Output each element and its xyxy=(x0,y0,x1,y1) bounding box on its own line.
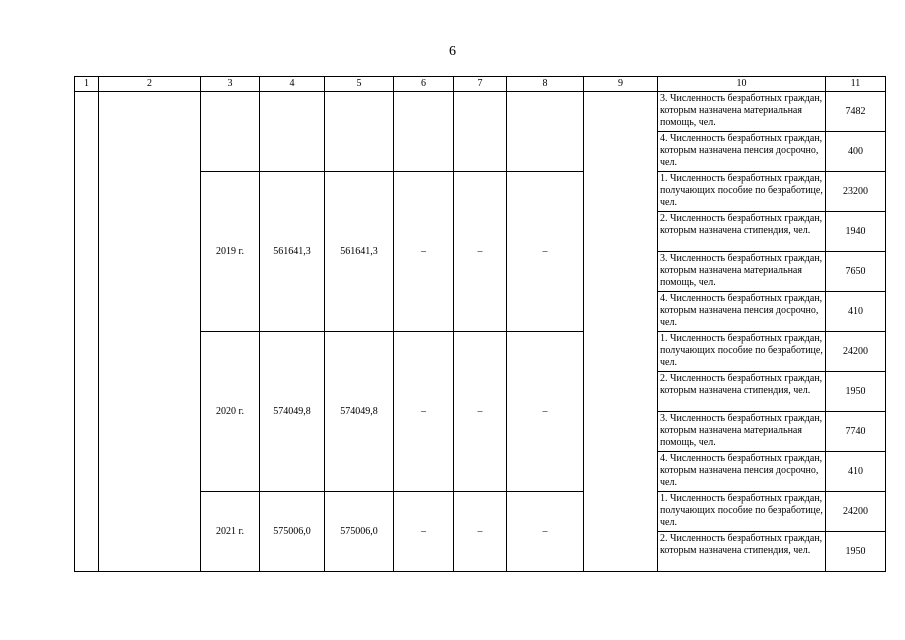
amount-total-cell: 575006,0 xyxy=(260,492,325,572)
value-cell: 7650 xyxy=(826,252,886,292)
col9-cell xyxy=(584,92,658,572)
value-cell: 1940 xyxy=(826,212,886,252)
dash-cell: – xyxy=(507,172,584,332)
dash-cell: – xyxy=(394,492,454,572)
indicator-cell: 3. Численность безработных граждан, которым назначена материальная помощь, чел. xyxy=(658,412,826,452)
amount-budget-cell: 574049,8 xyxy=(325,332,394,492)
dash-cell: – xyxy=(454,492,507,572)
indicator-cell: 3. Численность безработных граждан, которым назначена материальная помощь, чел. xyxy=(658,92,826,132)
indicator-cell: 4. Численность безработных граждан, которым назначена пенсия досрочно, чел. xyxy=(658,452,826,492)
col-header-2: 2 xyxy=(99,77,201,92)
col-header-4: 4 xyxy=(260,77,325,92)
col1-cell xyxy=(75,92,99,572)
indicator-cell: 4. Численность безработных граждан, которым назначена пенсия досрочно, чел. xyxy=(658,132,826,172)
col7-cell xyxy=(454,92,507,172)
col2-cell xyxy=(99,92,201,572)
col-header-5: 5 xyxy=(325,77,394,92)
col-header-10: 10 xyxy=(658,77,826,92)
value-cell: 24200 xyxy=(826,492,886,532)
amount-total-cell: 561641,3 xyxy=(260,172,325,332)
indicator-cell: 1. Численность безработных граждан, получающих пособие по безработице, чел. xyxy=(658,172,826,212)
year-cell: 2019 г. xyxy=(201,172,260,332)
indicator-cell: 2. Численность безработных граждан, которым назначена стипендия, чел. xyxy=(658,372,826,412)
dash-cell: – xyxy=(454,332,507,492)
col8-cell xyxy=(507,92,584,172)
year-cell: 2021 г. xyxy=(201,492,260,572)
col-header-1: 1 xyxy=(75,77,99,92)
amount-total-cell: 574049,8 xyxy=(260,332,325,492)
dash-cell: – xyxy=(507,332,584,492)
col-header-3: 3 xyxy=(201,77,260,92)
col5-cell xyxy=(325,92,394,172)
col-header-9: 9 xyxy=(584,77,658,92)
indicator-cell: 1. Численность безработных граждан, получающих пособие по безработице, чел. xyxy=(658,492,826,532)
year-cell: 2020 г. xyxy=(201,332,260,492)
amount-budget-cell: 561641,3 xyxy=(325,172,394,332)
value-cell: 1950 xyxy=(826,532,886,572)
dash-cell: – xyxy=(507,492,584,572)
col-header-11: 11 xyxy=(826,77,886,92)
col-header-7: 7 xyxy=(454,77,507,92)
value-cell: 410 xyxy=(826,452,886,492)
dash-cell: – xyxy=(394,332,454,492)
indicator-cell: 1. Численность безработных граждан, получающих пособие по безработице, чел. xyxy=(658,332,826,372)
col-header-8: 8 xyxy=(507,77,584,92)
indicator-cell: 2. Численность безработных граждан, которым назначена стипендия, чел. xyxy=(658,532,826,572)
dash-cell: – xyxy=(454,172,507,332)
col6-cell xyxy=(394,92,454,172)
value-cell: 410 xyxy=(826,292,886,332)
value-cell: 7482 xyxy=(826,92,886,132)
value-cell: 23200 xyxy=(826,172,886,212)
indicator-cell: 4. Численность безработных граждан, которым назначена пенсия досрочно, чел. xyxy=(658,292,826,332)
indicator-cell: 3. Численность безработных граждан, которым назначена материальная помощь, чел. xyxy=(658,252,826,292)
table-row xyxy=(75,92,886,132)
data-table xyxy=(74,76,886,572)
value-cell: 7740 xyxy=(826,412,886,452)
header-row xyxy=(75,77,886,92)
col3-cell xyxy=(201,92,260,172)
dash-cell: – xyxy=(394,172,454,332)
col4-cell xyxy=(260,92,325,172)
value-cell: 400 xyxy=(826,132,886,172)
col-header-6: 6 xyxy=(394,77,454,92)
amount-budget-cell: 575006,0 xyxy=(325,492,394,572)
indicator-cell: 2. Численность безработных граждан, которым назначена стипендия, чел. xyxy=(658,212,826,252)
page-number: 6 xyxy=(449,44,456,59)
value-cell: 24200 xyxy=(826,332,886,372)
value-cell: 1950 xyxy=(826,372,886,412)
